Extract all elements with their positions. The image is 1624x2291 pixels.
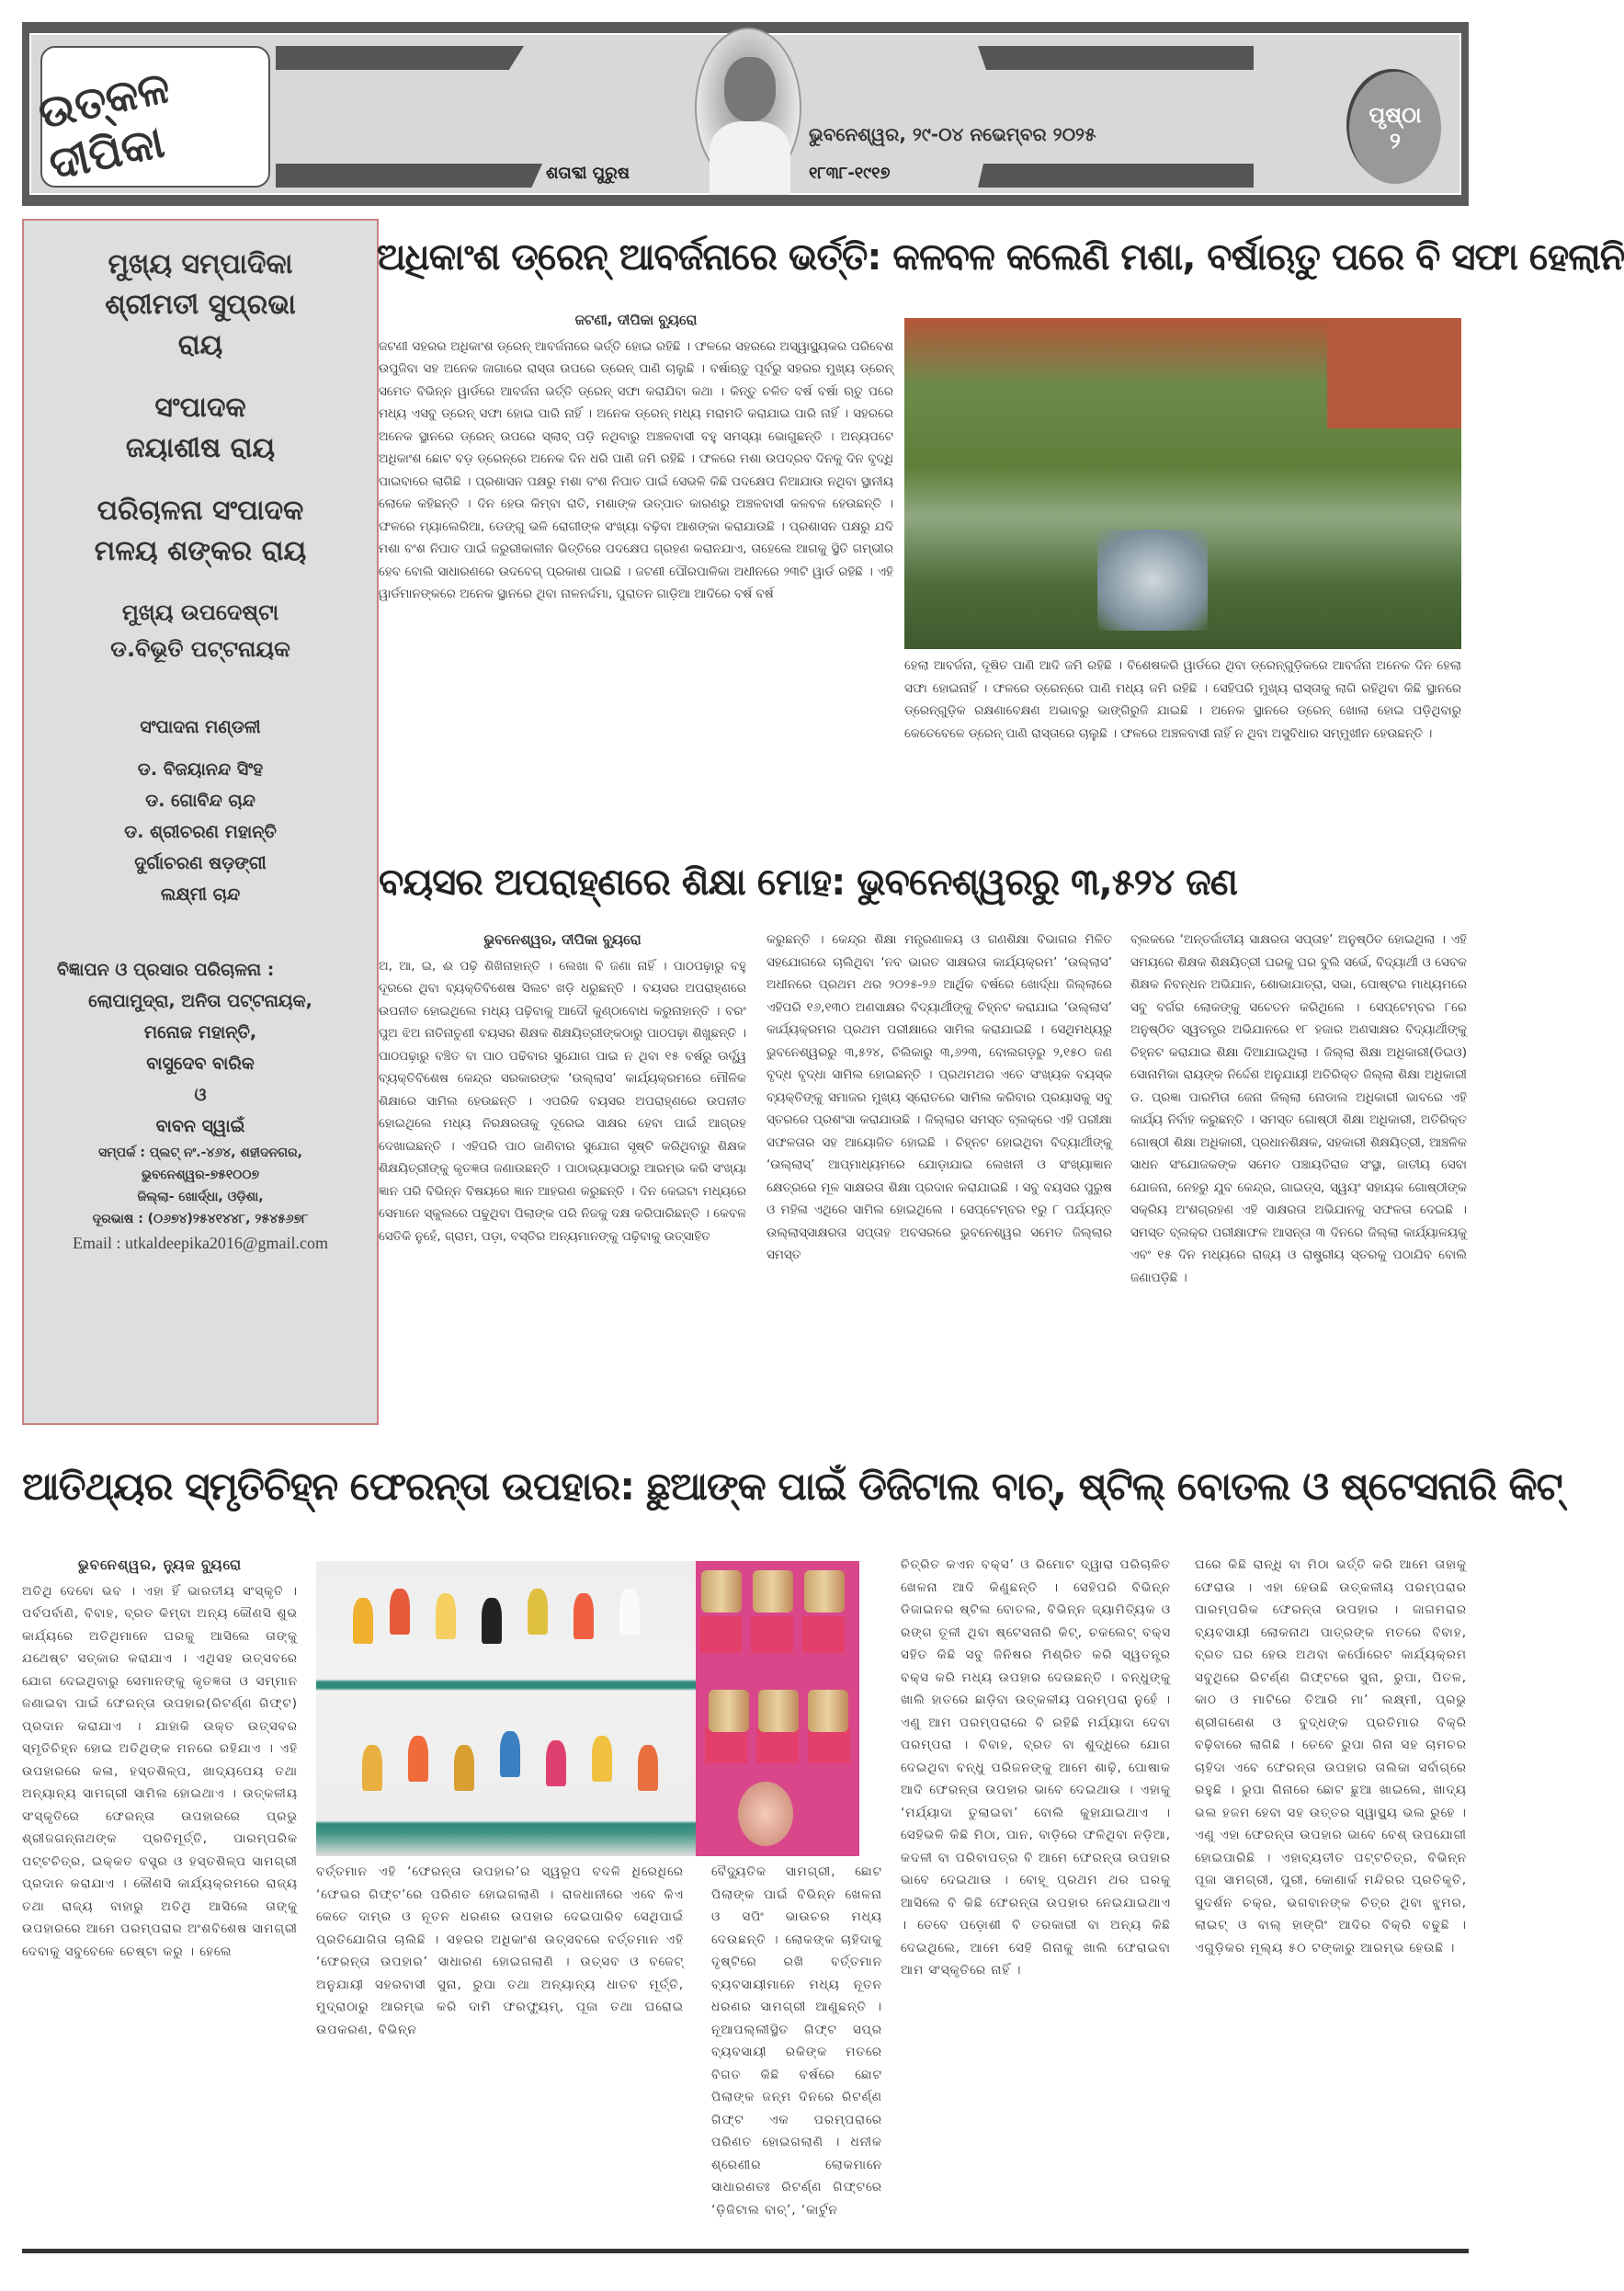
founder-portrait [695, 28, 801, 188]
logo-text: ଉତ୍କଳ ଦୀପିକା [33, 61, 175, 191]
ads-member: ଲୋପାମୁଦ୍ରା, ଅନିତା ପଟ୍ଟନାୟକ, [88, 991, 312, 1011]
gift-box [705, 1727, 747, 1763]
masthead [22, 22, 1469, 206]
article2-column [379, 929, 746, 1416]
gift-jar [753, 1570, 793, 1613]
ads-title: ବିଜ୍ଞାପନ ଓ ପ୍ରସାର ପରିଚାଳନା : [57, 960, 275, 980]
email-link[interactable]: Email : utkaldeepika2016@gmail.com [72, 1234, 328, 1252]
idol-figure [390, 1589, 410, 1635]
gift-box [802, 1616, 845, 1653]
article2-column [767, 929, 1112, 1416]
board-member: ଡ. ଗୋବିନ୍ଦ ଚାନ୍ଦ [145, 791, 256, 811]
idol-shelf-photo[interactable] [316, 1561, 696, 1856]
idol-figure [436, 1593, 456, 1639]
article1-headline[interactable]: ଅଧିକାଂଶ ଡ୍ରେନ୍ ଆବର୍ଜନାରେ ଭର୍ତ୍ତି: କଳବଳ କଲେଣି ମଶା, ବର୍ଷାଋତୁ ପରେ ବି ସଫା ହେଲାନି [377, 236, 1624, 279]
masthead-band [978, 164, 1254, 188]
gift-box [699, 1616, 742, 1653]
gift-jar [808, 1690, 848, 1732]
page-label: ପୃଷ୍ଠା [1368, 102, 1422, 128]
idol-figure [638, 1745, 658, 1791]
drain-garbage-photo[interactable] [904, 318, 1461, 649]
article3-byline: ଭୁବନେଶ୍ୱର, ନ୍ୟୁଜ ବ୍ୟୁରୋ [77, 1556, 242, 1573]
article2-column [1130, 929, 1467, 1416]
masthead-inner [29, 33, 1461, 195]
photo-drain-water [1097, 530, 1208, 631]
ads-member: ବାସୁଦେବ ବାରିକ [146, 1054, 255, 1074]
idol-figure [482, 1598, 502, 1644]
article1-body-cont: ହେଲା ଆବର୍ଜନା, ଦୂଷିତ ପାଣି ଆଦି ଜମି ରହିଛି । ବିଶେଷକରି ୱାର୍ଡରେ ଥିବା ଡ୍ରେନ୍‌ଗୁଡ଼ିକରେ ଆବର୍ଜନା ଅନେକ ଦିନ ହେଲା ସଫା ହୋଇନାହିଁ । ଫଳରେ ଡ୍ରେନ୍‌ରେ ପାଣି ମଧ୍ୟ ଜମି ରହିଛି । ସେହିପରି ମୁଖ୍ୟ ରାସ୍ତାକୁ ଲାଗି ରହିଥିବା କିଛି ସ୍ଥାନରେ ଡ୍ରେନ୍‌ଗୁଡ଼ିକ ରକ୍ଷଣାବେକ୍ଷଣ ଅଭାବରୁ ଭାଙ୍ଗିରୁଜି ଯାଇଛି । ଅନେକ ସ୍ଥାନରେ ଡ୍ରେନ୍ ଖୋଲା ହୋଇ ପଡ଼ିଥିବାରୁ କେତେବେଳେ ଡ୍ରେନ୍ ପାଣି ରାସ୍ତାରେ ଚାଲୁଛି । ଫଳରେ ଅଞ୍ଚଳବାସୀ ନାହିଁ ନ ଥିବା ଅସୁବିଧାର ସମ୍ମୁଖୀନ ହେଉଛନ୍ତି । [904, 658, 1461, 741]
article1-column [904, 655, 1461, 848]
portrait-body [710, 121, 790, 195]
managing-editor-name: ମଳୟ ଶଙ୍କର ରାୟ [94, 535, 307, 567]
article3-body-cont: ଚିତ୍ରିତ କଏନ ବକ୍ସ’ ଓ ରିମୋଟ ଦ୍ୱାରା ପରିଚାଳିତ ଖେଳନା ଆଦି କିଣୁଛନ୍ତି । ସେହିପରି ବିଭିନ୍ନ ଡିଜାଇନର ଷ୍ଟିଲ ବୋତଲ, ବିଭିନ୍ନ ଜ୍ୟାମିତ୍ୟିକ ଓ ରଙ୍ଗ ତୂଳୀ ଥିବା ଷ୍ଟେସନାରି କିଟ୍, ଚକଲେଟ୍ ବକ୍ସ ସହିତ କିଛି ସବୁ ଜିନିଷର ମିଶ୍ରିତ କରି ସ୍ୱତନ୍ତ୍ର ବକ୍ସ କରି ମଧ୍ୟ ଉପହାର ଦେଉଛନ୍ତି । ବନ୍ଧୁଙ୍କୁ ଖାଲି ହାତରେ ଛାଡ଼ିବା ଉତ୍କଳୀୟ ପରମ୍ପରା ନୁହେଁ । ଏଣୁ ଆମ ପରମ୍ପରାରେ ବି ରହିଛି ମର୍ଯ୍ୟାଦା ଦେବା ପରମ୍ପରା । ବିବାହ, ବ୍ରତ ବା ଶୁଦ୍ଧିରେ ଯୋଗ ଦେଇଥିବା ବନ୍ଧୁ ପରିଜନଙ୍କୁ ଆମେ ଶାଢ଼ି, ପୋଷାକ ଆଦି ଫେରନ୍ତା ଉପହାର ଭାବେ ଦେଇଥାଉ । ଏହାକୁ ‘ମର୍ଯ୍ୟାଦା ତୁଲାଇବା’ ବୋଲି କୁହାଯାଇଥାଏ । ସେହିଭଳି କିଛି ମିଠା, ପାନ, ବାଡ଼ିରେ ଫଳିଥିବା ନଡ଼ିଆ, କଦଳୀ ବା ପରିବାପତ୍ର ବି ଆମେ ଫେରନ୍ତା ଉପହାର ଭାବେ ଦେଇଥାଉ । ବୋହୂ ପ୍ରଥମ ଥର ଘରକୁ ଆସିଲେ ବି କିଛି ଫେରନ୍ତା ଉପହାର ନେଇଯାଇଥାଏ । ତେବେ ପଡ଼ୋଶୀ ବି ତରକାରୀ ବା ଅନ୍ୟ କିଛି ଦେଇଥିଲେ, ଆମେ ସେହି ଗିନାକୁ ଖାଲି ଫେରାଇବା ଆମ ସଂସ୍କୃତିରେ ନାହିଁ । [901, 1557, 1171, 1978]
idol-figure [528, 1589, 548, 1635]
photo-brick-wall [1327, 318, 1461, 428]
portrait-years: ୧୮୩୮-୧୯୧୭ [809, 164, 891, 183]
masthead-band [978, 46, 1254, 70]
idol-figure [500, 1731, 520, 1777]
masthead-band [276, 46, 524, 70]
article3-column [316, 1861, 684, 2247]
board-member: ଲକ୍ଷ୍ମୀ ଚାନ୍ଦ [160, 884, 241, 905]
article3-body-cont: ବର୍ତ୍ତମାନ ଏହି ‘ଫେରନ୍ତା ଉପହାର’ର ସ୍ୱରୂପ ବଦଳି ଧିରେଧିରେ ‘ଫେଭର ଗିଫ୍ଟ’ରେ ପରିଣତ ହୋଇଗଲାଣି । ରାଜଧାନୀରେ ଏବେ କିଏ କେତେ ଦାମ୍‌ର ଓ ନୂତନ ଧରଣର ଉପହାର ଦେଇପାରିବ ସେଥିପାଇଁ ପ୍ରତିଯୋଗିତା ଚାଲିଛି । ସହରର ଅଧିକାଂଶ ଉତ୍ସବରେ ବର୍ତ୍ତମାନ ଏହି ‘ଫେରନ୍ତା ଉପହାର’ ସାଧାରଣ ହୋଇଗଲାଣି । ଉତ୍ସବ ଓ ବଜେଟ୍ ଅନୁଯାୟୀ ସହରବାସୀ ସୁନା, ରୁପା ତଥା ଅନ୍ୟାନ୍ୟ ଧାତବ ମୂର୍ତ୍ତି, ମୁଦ୍ରାଠାରୁ ଆରମ୍ଭ କରି ଦାମି ଫରଫ୍ୟୁମ୍, ପୂଜା ତଥା ଘରୋଇ ଉପକରଣ, ବିଭିନ୍ନ [316, 1864, 684, 2037]
contact-line: ସମ୍ପର୍କ : ପ୍ଲଟ୍ ନଂ.-୪୬୪, ଶହୀଦନଗର, [98, 1146, 302, 1160]
contact-line: ଦୂରଭାଷ : (୦୬୭୪)୨୫୪୧୪୪୮, ୨୫୪୫୬୭୮ [92, 1212, 309, 1226]
editorial-board-sidebar [22, 219, 379, 1425]
article3-headline[interactable]: ଆତିଥ୍ୟର ସ୍ମୃତିଚିହ୍ନ ଫେରନ୍ତା ଉପହାର: ଛୁଆଙ୍କ ପାଇଁ ଡିଜିଟାଲ ବାଚ୍, ଷ୍ଟିଲ୍ ବୋତଲ ଓ ଷ୍ଟେସନାରି କିଟ୍ [22, 1464, 1562, 1509]
article2-body: ଅ, ଆ, ଇ, ଈ ପଢ଼ି ଶିଖିନାହାନ୍ତି । ଲେଖା ବି ଜଣା ନାହିଁ । ପାଠପଢ଼ାରୁ ବହୁ ଦୂରରେ ଥିବା ବ୍ୟକ୍ତିବିଶେଷ ସିଲଟ ଖଡ଼ି ଧରୁଛନ୍ତି । ବୟସର ଅପରାହ୍ଣରେ ଉପନୀତ ହୋଇଥିଲେ ମଧ୍ୟ ପଢ଼ିବାକୁ ଆଦୌ କୁଣ୍ଠାବୋଧ କରୁନାହାନ୍ତି । ବରଂ ପୁଅ ଝିଅ ନାତିନାତୁଣୀ ବୟସର ଶିକ୍ଷକ ଶିକ୍ଷୟିତ୍ରୀଙ୍କଠାରୁ ପାଠପଢ଼ା ଶିଖୁଛନ୍ତି । ପାଠପଢ଼ାରୁ ବଞ୍ଚିତ ବା ପାଠ ପଢିବାର ସୁଯୋଗ ପାଇ ନ ଥିବା ୧୫ ବର୍ଷରୁ ଊର୍ଦ୍ଧ୍ୱ ବ୍ୟକ୍ତିବିଶେଷ କେନ୍ଦ୍ର ସରକାରଙ୍କ ‘ଉଲ୍ଲାସ’ କାର୍ଯ୍ୟକ୍ରମରେ ମୌଳିକ ଶିକ୍ଷାରେ ସାମିଲ ହେଉଛନ୍ତି । ଏପରିକି ବୟସର ଅପରାହ୍ଣରେ ଉପନୀତ ହୋଇଥିଲେ ମଧ୍ୟ ନିରକ୍ଷରତାକୁ ଦୂରେଇ ସାକ୍ଷର ହେବା ପାଇଁ ଆଗ୍ରହ ଦେଖାଇଛନ୍ତି । ଏହିପରି ପାଠ ଜାଣିବାର ସୁଯୋଗ ସୃଷ୍ଟି କରିଥିବାରୁ ଶିକ୍ଷକ ଶିକ୍ଷୟିତ୍ରୀଙ୍କୁ କୃତଜ୍ଞତା ଜଣାଉଛନ୍ତି । ପାଠାଭ୍ୟାସଠାରୁ ଆରମ୍ଭ କରି ସଂଖ୍ୟା ଜ୍ଞାନ ପରି ବିଭିନ୍ନ ବିଷୟରେ ଜ୍ଞାନ ଆହରଣ କରୁଛନ୍ତି । ଦିନ କେଇଟା ମଧ୍ୟରେ ସେମାନେ ସ୍କୁଲରେ ପଢୁଥିବା ପିଲାଙ୍କ ପରି ନିଜକୁ ଦକ୍ଷ କରିପାରିଛନ୍ତି । କେବଳ ସେତିକି ନୁହେଁ, ଗ୍ରାମ, ପଡ଼ା, ବସ୍ତିର ଅନ୍ୟମାନଙ୍କୁ ପଢ଼ିବାକୁ ଉତ୍ସାହିତ [379, 958, 746, 1244]
contact-line: ଭୁବନେଶ୍ୱର-୭୫୧୦୦୭ [141, 1168, 260, 1182]
ads-member: ମନୋଜ ମହାନ୍ତି, [143, 1022, 257, 1043]
advisor-title: ମୁଖ୍ୟ ଉପଦେଷ୍ଟା [121, 599, 279, 625]
gift-jar [701, 1570, 742, 1613]
article3-column [711, 1861, 882, 2247]
open-gift-jar [738, 1782, 793, 1846]
article3-column [901, 1554, 1171, 2247]
editor-title: ସଂପାଦକ [154, 392, 246, 424]
idol-figure [574, 1593, 594, 1639]
gift-jar [709, 1690, 749, 1732]
portrait-caption: ଶତାବ୍ଦୀ ପୁରୁଷ [546, 164, 630, 183]
article1-column [379, 309, 893, 853]
page-number-badge [1349, 72, 1441, 184]
page-number: ୨ [1390, 128, 1401, 154]
board-member: ଡ. ବିଜୟାନନ୍ଦ ସିଂହ [137, 759, 264, 780]
idol-figure [408, 1736, 428, 1782]
gift-jar [758, 1690, 799, 1732]
board-member: ଡ. ଶ୍ରୀଚରଣ ମହାନ୍ତି [124, 822, 277, 842]
article3-body-cont: ବୈଦ୍ୟୁତିକ ସାମଗ୍ରୀ, ଛୋଟ ପିଲାଙ୍କ ପାଇଁ ବିଭିନ୍ନ ଖେଳନା ଓ ସପିଂ ଭାଉଚର ମଧ୍ୟ ଦେଉଛନ୍ତି । ଲୋକଙ୍କ ଚାହିଦାକୁ ଦୃଷ୍ଟିରେ ରଖି ବର୍ତ୍ତମାନ ବ୍ୟବସାୟୀମାନେ ମଧ୍ୟ ନୂତନ ଧରଣର ସାମଗ୍ରୀ ଆଣୁଛନ୍ତି । ନୂଆପଲ୍ଲୀସ୍ଥିତ ଗିଫ୍ଟ ସପ୍‌ର ବ୍ୟବସାୟୀ ରକିଙ୍କ ମତରେ ବିଗତ କିଛି ବର୍ଷରେ ଛୋଟ ପିଲାଙ୍କ ଜନ୍ମ ଦିନରେ ରିଟର୍ଣ୍ଣ ଗିଫ୍ଟ ଏକ ପରମ୍ପରାରେ ପରିଣତ ହୋଇଗଲାଣି । ଧନୀକ ଶ୍ରେଣୀର ଲୋକମାନେ ସାଧାରଣତଃ ରିଟର୍ଣ୍ଣ ଗିଫ୍ଟରେ ‘ଡ଼ିଜିଟାଲ ବାଚ୍’, ‘କାର୍ଟୁନ [711, 1864, 882, 2217]
ads-member: ଓ [194, 1085, 207, 1105]
board-title: ସଂପାଦନା ମଣ୍ଡଳୀ [140, 717, 261, 737]
advisor-name: ଡ.ବିଭୂତି ପଟ୍ଟନାୟକ [110, 636, 290, 662]
article2-byline: ଭୁବନେଶ୍ୱର, ଦୀପିକା ବ୍ୟୁରୋ [483, 931, 642, 948]
article2-body-cont: ବ୍ଲକରେ ‘ଅନ୍ତର୍ଜାତୀୟ ସାକ୍ଷରତା ସପ୍ତାହ’ ଅନୁଷ୍ଠିତ ହୋଇଥିଲା । ଏହି ସମୟରେ ଶିକ୍ଷକ ଶିକ୍ଷୟିତ୍ରୀ ଘରକୁ ଘର ବୁଲି ସର୍ଭେ, ବିଦ୍ୟାର୍ଥୀ ଓ ସେବକ ଶିକ୍ଷକ ନିବନ୍ଧନ ଅଭିଯାନ, ଶୋଭାଯାତ୍ରା, ସଭା, ପୋଷ୍ଟର ମାଧ୍ୟମରେ ସବୁ ବର୍ଗର ଲୋକଙ୍କୁ ସଚେତନ କରିଥିଲେ । ସେପ୍ଟେମ୍ବର ୮ରେ ଅନୁଷ୍ଠିତ ସ୍ୱତନ୍ତ୍ର ଅଭିଯାନରେ ୧୮ ହଜାର ଅଣସାକ୍ଷର ବିଦ୍ୟାର୍ଥୀଙ୍କୁ ଚିହ୍ନଟ କରାଯାଇ ଶିକ୍ଷା ଦିଆଯାଇଥିଲା । ଜିଲ୍ଲା ଶିକ୍ଷା ଅଧିକାରୀ(ଡିଇଓ) ସୋନାମିକା ରାୟଙ୍କ ନିର୍ଦ୍ଦେଶ ଅନୁଯାୟୀ ଅତିରିକ୍ତ ଜିଲ୍ଲା ଶିକ୍ଷା ଅଧିକାରୀ ଡ. ପ୍ରଜ୍ଞା ପାରମିତା ଜେନା ଜିଲ୍ଲା ନୋଡାଲ ଅଧିକାରୀ ଭାବରେ ଏହି କାର୍ଯ୍ୟ ନିର୍ବାହ କରୁଛନ୍ତି । ସମସ୍ତ ଗୋଷ୍ଠୀ ଶିକ୍ଷା ଅଧିକାରୀ, ଅତିରିକ୍ତ ଗୋଷ୍ଠୀ ଶିକ୍ଷା ଅଧିକାରୀ, ପ୍ରଧାନଶିକ୍ଷକ, ସହକାରୀ ଶିକ୍ଷୟିତ୍ରୀ, ଆଞ୍ଚଳିକ ସାଧନ ସଂଯୋଜକଙ୍କ ସମେତ ପଞ୍ଚାୟତିରାଜ ସଂସ୍ଥା, ଜାତୀୟ ସେବା ଯୋଜନା, ନେହରୁ ଯୁବ କେନ୍ଦ୍ର, ଗାଇଡ୍‌ସ, ସ୍ୱୟଂ ସହାୟକ ଗୋଷ୍ଠୀଙ୍କ ସକ୍ରିୟ ଅଂଶଗ୍ରହଣ ଏହି ସାକ୍ଷରତା ଅଭିଯାନକୁ ସଫଳତା ଦେଇଛି । ସମସ୍ତ ବ୍ଲକ୍‌ର ପରୀକ୍ଷାଫଳ ଆସନ୍ତା ୩ ଦିନରେ ଜିଲ୍ଲା କାର୍ଯ୍ୟାଳୟକୁ ଏବଂ ୧୫ ଦିନ ମଧ୍ୟରେ ରାଜ୍ୟ ଓ ରାଷ୍ଟ୍ରୀୟ ସ୍ତରକୁ ପଠାଯିବ ବୋଲି ଜଣାପଡ଼ିଛି । [1130, 932, 1467, 1285]
managing-editor-title: ପରିଚାଳନା ସଂପାଦକ [97, 495, 304, 527]
newspaper-logo[interactable] [33, 46, 270, 191]
bottom-rule [22, 2249, 1469, 2253]
article3-body-cont: ଘରେ କିଛି ରାନ୍ଧି ବା ମିଠା ଭର୍ତ୍ତି କରି ଆମେ ତାହାକୁ ଫେରାଉ । ଏହା ହେଉଛି ଉତ୍କଳୀୟ ପରମ୍ପରାର ପାରମ୍ପରିକ ଫେରନ୍ତା ଉପହାର । ଜାଗମରାର ବ୍ୟବସାୟୀ ଲୋକନାଥ ପାତ୍ରଙ୍କ ମତରେ ବିବାହ, ବ୍ରତ ଘର ହେଉ ଅଥବା କର୍ପୋରେଟ କାର୍ଯ୍ୟକ୍ରମ ସବୁଥିରେ ରିଟର୍ଣ୍ଣ ଗିଫ୍ଟରେ ସୁନା, ରୁପା, ପିତଳ, କାଠ ଓ ମାଟିରେ ତିଆରି ମା’ ଲକ୍ଷ୍ମୀ, ପ୍ରଭୁ ଶ୍ରୀଗଣେଶ ଓ ବୁଦ୍ଧଙ୍କ ପ୍ରତିମାର ବିକ୍ରି ବଢ଼ିବାରେ ଲାଗିଛି । ତେବେ ରୁପା ଗିନା ସହ ଚାମଚର ଚାହିଦା ଏବେ ଫେରନ୍ତା ଉପହାର ତାଲିକା ସର୍ବାଗ୍ରେ ରହୁଛି । ରୁପା ଗିନାରେ ଛୋଟ ଛୁଆ ଖାଇଲେ, ଖାଦ୍ୟ ଭଲ ହଜମ ହେବା ସହ ଉତ୍ତର ସ୍ୱାସ୍ଥ୍ୟ ଭଲ ରୁହେ । ଏଣୁ ଏହା ଫେରନ୍ତା ଉପହାର ଭାବେ ବେଶ୍ ଉପଯୋଗୀ ହୋଇପାରିଛି । ଏହାବ୍ୟତୀତ ପଟ୍ଟଚିତ୍ର, ବିଭିନ୍ନ ପୂଜା ସାମଗ୍ରୀ, ପୁରୀ, କୋଣାର୍କ ମନ୍ଦିରର ପ୍ରତିକୃତି, ସୁଦର୍ଶନ ଚକ୍ର, ଭଗବାନଙ୍କ ଚିତ୍ର ଥିବା ଝୁମର, ଲାଇଟ୍ ଓ ବାଲ୍ ହାଙ୍ଗିଂ ଆଦିର ବିକ୍ରି ବଢୁଛି । ଏଗୁଡ଼ିକର ମୂଲ୍ୟ ୫୦ ଟଙ୍କାରୁ ଆରମ୍ଭ ହେଉଛି । [1195, 1557, 1467, 1955]
article1-byline: ଜଟଣୀ, ଦୀପିକା ବ୍ୟୁରୋ [574, 312, 698, 328]
article3-body: ଅତିଥି ଦେବୋ ଭବ । ଏହା ହିଁ ଭାରତୀୟ ସଂସ୍କୃତି । ପର୍ବପର୍ବାଣି, ବିବାହ, ବ୍ରତ କିମ୍ବା ଅନ୍ୟ କୌଣସି ଶୁଭ କାର୍ଯ୍ୟରେ ଅତିଥିମାନେ ଘରକୁ ଆସିଲେ ତାଙ୍କୁ ଯଥେଷ୍ଟ ସତ୍କାର କରାଯାଏ । ଏଥିସହ ଉତ୍ସବରେ ଯୋଗ ଦେଇଥିବାରୁ ସେମାନଙ୍କୁ କୃତଜ୍ଞତା ଓ ସମ୍ମାନ ଜଣାଇବା ପାଇଁ ଫେରନ୍ତା ଉପହାର(ରିଟର୍ଣ୍ଣ ଗିଫ୍ଟ) ପ୍ରଦାନ କରାଯାଏ । ଯାହାକି ଉକ୍ତ ଉତ୍ସବର ସ୍ମୃତିଚିହ୍ନ ହୋଇ ଅତିଥିଙ୍କ ମନରେ ରହିଯାଏ । ଏହି ଉପହାରରେ କଳା, ହସ୍ତଶିଳ୍ପ, ଖାଦ୍ୟପେୟ ତଥା ଅନ୍ୟାନ୍ୟ ସାମଗ୍ରୀ ସାମିଲ ହୋଇଥାଏ । ଉତ୍କଳୀୟ ସଂସ୍କୃତିରେ ଫେରନ୍ତା ଉପହାରରେ ପ୍ରଭୁ ଶ୍ରୀଜଗନ୍ନାଥଙ୍କ ପ୍ରତିମୂର୍ତ୍ତି, ପାରମ୍ପରିକ ପଟ୍ଟଚିତ୍ର, ଇକ୍କତ ବସ୍ତ୍ର ଓ ହସ୍ତଶିଳ୍ପ ସାମଗ୍ରୀ ପ୍ରଦାନ କରାଯାଏ । କୌଣସି କାର୍ଯ୍ୟକ୍ରମରେ ରାଜ୍ୟ ତଥା ରାଜ୍ୟ ବାହାରୁ ଅତିଥି ଆସିଲେ ତାଙ୍କୁ ଉପହାରରେ ଆମେ ପରମ୍ପରାର ଅଂଶବିଶେଷ ସାମଗ୍ରୀ ଦେବାକୁ ସବୁବେଳେ ଚେଷ୍ଟା କରୁ । ହେଲେ [22, 1583, 298, 1959]
gift-box [756, 1727, 799, 1763]
masthead-band [276, 164, 542, 188]
idol-figure [546, 1740, 566, 1786]
board-member: ଦୁର୍ଗାଚରଣ ଷଡ଼ଙ୍ଗୀ [134, 853, 267, 873]
gift-jar [804, 1570, 845, 1613]
portrait-face [724, 57, 776, 121]
idol-figure [619, 1589, 640, 1635]
chief-editor-title: ମୁଖ୍ୟ ସମ୍ପାଦିକା [108, 248, 293, 280]
idol-figure [592, 1736, 612, 1782]
idol-figure [353, 1598, 373, 1644]
ads-member: ବାବନ ସ୍ୱାଇଁ [155, 1116, 245, 1136]
article1-body: ଜଟଣୀ ସହରର ଅଧିକାଂଶ ଡ୍ରେନ୍ ଆବର୍ଜନାରେ ଭର୍ତ୍ତି ହୋଇ ରହିଛି । ଫଳରେ ସହରରେ ଅସ୍ୱାସ୍ଥ୍ୟକର ପରିବେଶ ଉପୁଜିବା ସହ ଅନେକ ଜାଗାରେ ରାସ୍ତା ଉପରେ ଡ୍ରେନ୍ ପାଣି ଚାଲୁଛି । ବର୍ଷାଋତୁ ପୂର୍ବରୁ ସହରର ମୁଖ୍ୟ ଡ୍ରେନ୍ ସମେତ ବିଭିନ୍ନ ୱାର୍ଡରେ ଆବର୍ଜନା ଭର୍ତ୍ତି ଡ୍ରେନ୍ ସଫା କରାଯିବା କଥା । କିନ୍ତୁ ଚଳିତ ବର୍ଷ ବର୍ଷା ଋତୁ ପରେ ମଧ୍ୟ ଏସବୁ ଡ୍ରେନ୍ ସଫା ହୋଇ ପାରି ନାହିଁ । ଅନେକ ଡ୍ରେନ୍ ମଧ୍ୟ ମରାମତି କରାଯାଇ ପାରି ନାହିଁ । ସହରରେ ଅନେକ ସ୍ଥାନରେ ଡ୍ରେନ୍ ଉପରେ ସ୍ଲାବ୍ ପଡ଼ି ନଥିବାରୁ ଅଞ୍ଚଳବାସୀ ବହୁ ସମସ୍ୟା ଭୋଗୁଛନ୍ତି । ଅନ୍ୟପଟେ ଅଧିକାଂଶ ଛୋଟ ବଡ଼ ଡ୍ରେନ୍‌ରେ ଅନେକ ଦିନ ଧରି ପାଣି ଜମି ରହିଛି । ଫଳରେ ମଶା ଉପଦ୍ରବ ଦିନକୁ ଦିନ ବୃଦ୍ଧି ପାଇବାରେ ଲାଗିଛି । ପ୍ରଶାସନ ପକ୍ଷରୁ ମଶା ବଂଶ ନିପାତ ପାଇଁ ସେଭଳି କିଛି ପଦକ୍ଷେପ ନିଆଯାଉ ନଥିବା ସ୍ଥାନୀୟ ଲୋକେ କହିଛନ୍ତି । ଦିନ ହେଉ କିମ୍ବା ରାତି, ମଶାଙ୍କ ଉତ୍ପାତ କାରଣରୁ ଅଞ୍ଚଳବାସୀ କଳବଳ ହେଉଛନ୍ତି । ଫଳରେ ମ୍ୟାଲେରିଆ, ଡେଙ୍ଗୁ ଭଳି ରୋଗୀଙ୍କ ସଂଖ୍ୟା ବଢ଼ିବା ଆଶଙ୍କା କରାଯାଉଛି । ପ୍ରଶାସନ ପକ୍ଷରୁ ଯଦି ମଶା ବଂଶ ନିପାତ ପାଇଁ ଜରୁରୀକାଳୀନ ଭିତ୍ତିରେ ପଦକ୍ଷେପ ଗ୍ରହଣ କରାନଯାଏ, ତାହେଲେ ଆଗକୁ ସ୍ଥିତି ଗମ୍ଭୀର ହେବ ବୋଲି ସାଧାରଣରେ ଉଦବେଗ୍ ପ୍ରକାଶ ପାଇଛି । ଜଟଣୀ ପୌରପାଳିକା ଅଧୀନରେ ୨୩ଟି ୱାର୍ଡ ରହିଛି । ଏହି ୱାର୍ଡମାନଙ୍କରେ ଅନେକ ସ୍ଥାନରେ ଥିବା ନାଳନର୍ଦ୍ଦମା, ପୁରାତନ ଗାଡ଼ିଆ ଆଦିରେ ବର୍ଷ ବର୍ଷ [379, 338, 893, 601]
article2-headline[interactable]: ବୟସର ଅପରାହ୍ଣରେ ଶିକ୍ଷା ମୋହ: ଭୁବନେଶ୍ୱରରୁ ୩,୫୨୪ ଜଣ [379, 861, 1238, 904]
article3-column [22, 1554, 298, 2234]
contact-line: ଜିଲ୍ଲା- ଖୋର୍ଦ୍ଧା, ଓଡ଼ିଶା, [137, 1190, 264, 1204]
chief-editor-name: ଶ୍ରୀମତୀ ସୁପ୍ରଭା [105, 289, 296, 321]
idol-figure [454, 1745, 474, 1791]
issue-date: ଭୁବନେଶ୍ୱର, ୨୯-୦୪ ନଭେମ୍ବର ୨୦୨୫ [809, 123, 1096, 145]
gift-box [751, 1616, 793, 1653]
gift-box-photo[interactable] [696, 1561, 859, 1856]
chief-editor-name: ରାୟ [177, 329, 223, 361]
article3-column [1195, 1554, 1467, 2247]
article2-body-cont: କରୁଛନ୍ତି । କେନ୍ଦ୍ର ଶିକ୍ଷା ମନ୍ତ୍ରଣାଳୟ ଓ ଗଣଶିକ୍ଷା ବିଭାଗର ମିଳିତ ସହଯୋଗରେ ଚାଲିଥିବା ‘ନବ ଭାରତ ସାକ୍ଷରତା କାର୍ଯ୍ୟକ୍ରମ’ ‘ଉଲ୍ଲାସ’ ଅଧୀନରେ ପ୍ରଥମ ଥର ୨୦୨୫-୨୬ ଆର୍ଥିକ ବର୍ଷରେ ଖୋର୍ଦ୍ଧା ଜିଲ୍ଲାରେ ଏହିପରି ୧୬,୧୩୦ ଅଣସାକ୍ଷର ବିଦ୍ୟାର୍ଥୀଙ୍କୁ ଚିହ୍ନଟ କରାଯାଇ ‘ଉଲ୍ଲାସ’ କାର୍ଯ୍ୟକ୍ରମର ପ୍ରଥମ ପରୀକ୍ଷାରେ ସାମିଲ କରାଯାଇଛି । ସେଥିମଧ୍ୟରୁ ଭୁବନେଶ୍ୱରରୁ ୩,୫୨୪, ଚିଲିକାରୁ ୩,୬୨୩, ବୋଲଗଡ଼ରୁ ୨,୧୫୦ ଜଣ ବୃଦ୍ଧ ବୃଦ୍ଧା ସାମିଲ ହୋଇଛନ୍ତି । ପ୍ରଥମଥର ଏତେ ସଂଖ୍ୟକ ବୟସ୍କ ବ୍ୟକ୍ତିଙ୍କୁ ସମାଜର ମୁଖ୍ୟ ସ୍ରୋତରେ ସାମିଲ କରିବାର ପ୍ରୟାସକୁ ସବୁ ସ୍ତରରେ ପ୍ରଶଂସା କରାଯାଉଛି । ଜିଲ୍ଲାର ସମସ୍ତ ବ୍ଲକ୍‌ରେ ଏହି ପରୀକ୍ଷା ସଫଳତାର ସହ ଆୟୋଜିତ ହୋଇଛି । ଚିହ୍ନଟ ହୋଇଥିବା ବିଦ୍ୟାର୍ଥୀଙ୍କୁ ‘ଉଲ୍ଲାସ୍’ ଆପ୍‌ମାଧ୍ୟମରେ ଯୋଡ଼ାଯାଇ ଲେଖନୀ ଓ ସଂଖ୍ୟାଜ୍ଞାନ କ୍ଷେତ୍ରରେ ମୂଳ ସାକ୍ଷରତା ଶିକ୍ଷା ପ୍ରଦାନ କରାଯାଇଛି । ସବୁ ବୟସର ପୁରୁଷ ଓ ମହିଳା ଏଥିରେ ସାମିଲ ହୋଇଥିଲେ । ସେପ୍ଟେମ୍ବର ୧ରୁ ୮ ପର୍ଯ୍ୟନ୍ତ ଉଲ୍ଲାସ୍‌ସାକ୍ଷରତା ସପ୍ତାହ ଅବସରରେ ଭୁବନେଶ୍ୱର ସମେତ ଜିଲ୍ଲାର ସମସ୍ତ [767, 932, 1112, 1262]
gift-box [808, 1727, 850, 1763]
editor-name: ଜୟାଶୀଷ ରାୟ [125, 432, 276, 464]
idol-figure [362, 1745, 382, 1791]
